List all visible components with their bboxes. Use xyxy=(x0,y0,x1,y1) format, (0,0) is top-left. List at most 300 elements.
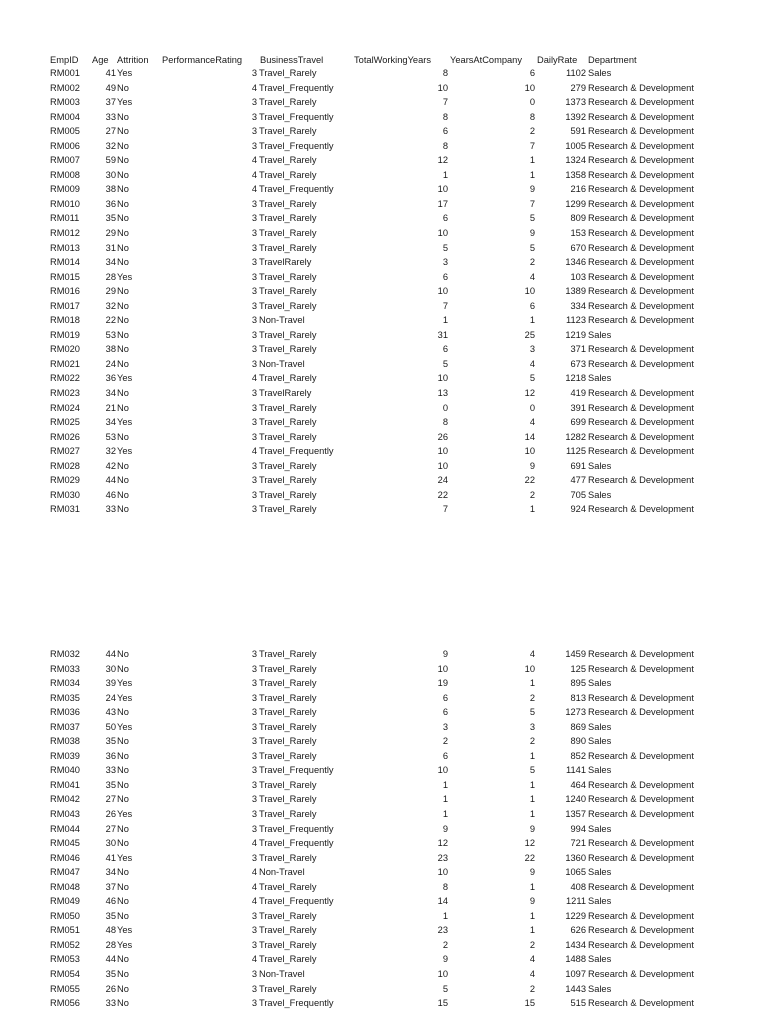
performance-rating-cell: 4 xyxy=(251,838,257,849)
table-row xyxy=(0,778,768,793)
total-working-years-cell: 23 xyxy=(437,852,448,863)
years-at-company-cell: 2 xyxy=(529,692,535,703)
attrition-cell: No xyxy=(117,184,129,195)
department-cell: Sales xyxy=(588,896,612,907)
attrition-cell: No xyxy=(117,111,129,122)
table-row xyxy=(0,168,768,183)
emp-id-cell: RM053 xyxy=(50,954,80,965)
years-at-company-cell: 9 xyxy=(529,823,535,834)
performance-rating-cell: 3 xyxy=(251,939,257,950)
attrition-cell: No xyxy=(117,286,129,297)
total-working-years-cell: 24 xyxy=(437,475,448,486)
department-cell: Research & Development xyxy=(588,881,694,892)
performance-rating-cell: 3 xyxy=(251,721,257,732)
emp-id-cell: RM043 xyxy=(50,809,80,820)
attrition-cell: No xyxy=(117,242,129,253)
daily-rate-cell: 1123 xyxy=(566,315,586,326)
daily-rate-cell: 1218 xyxy=(565,373,586,384)
total-working-years-cell: 10 xyxy=(437,82,448,93)
daily-rate-cell: 1360 xyxy=(565,852,586,863)
attrition-cell: No xyxy=(117,954,129,965)
daily-rate-cell: 1488 xyxy=(565,954,586,965)
department-cell: Sales xyxy=(588,954,612,965)
emp-id-cell: RM017 xyxy=(50,300,80,311)
department-cell: Research & Development xyxy=(588,228,694,239)
total-working-years-cell: 6 xyxy=(442,213,448,224)
age-cell: 21 xyxy=(105,402,116,413)
years-at-company-cell: 4 xyxy=(529,417,535,428)
daily-rate-cell: 1459 xyxy=(565,649,586,659)
table-row xyxy=(0,386,768,401)
department-cell: Sales xyxy=(588,373,612,384)
daily-rate-cell: 1389 xyxy=(565,286,586,297)
department-cell: Research & Development xyxy=(588,140,694,151)
department-cell: Research & Development xyxy=(588,388,694,399)
age-cell: 35 xyxy=(105,910,116,921)
total-working-years-cell: 17 xyxy=(437,198,448,209)
attrition-cell: No xyxy=(117,358,129,369)
years-at-company-cell: 3 xyxy=(529,344,535,355)
age-cell: 49 xyxy=(105,82,116,93)
emp-id-cell: RM037 xyxy=(50,721,80,732)
business-travel-cell: Travel_Rarely xyxy=(259,431,317,442)
table-row xyxy=(0,691,768,706)
department-cell: Research & Development xyxy=(588,344,694,355)
daily-rate-cell: 1392 xyxy=(565,111,586,122)
performance-rating-cell: 3 xyxy=(251,68,257,78)
performance-rating-cell: 3 xyxy=(251,111,257,122)
emp-id-cell: RM010 xyxy=(50,198,80,209)
performance-rating-cell: 4 xyxy=(251,896,257,907)
performance-rating-cell: 3 xyxy=(251,271,257,282)
daily-rate-cell: 1005 xyxy=(565,140,586,151)
attrition-cell: Yes xyxy=(117,68,133,78)
business-travel-cell: Travel_Rarely xyxy=(259,721,317,732)
total-working-years-cell: 6 xyxy=(442,271,448,282)
attrition-cell: No xyxy=(117,213,129,224)
business-travel-cell: Travel_Rarely xyxy=(259,794,317,805)
business-travel-cell: Travel_Rarely xyxy=(259,329,317,340)
emp-id-cell: RM011 xyxy=(50,213,80,224)
business-travel-cell: Travel_Rarely xyxy=(259,228,317,239)
table-row xyxy=(0,488,768,503)
daily-rate-cell: 890 xyxy=(570,736,586,747)
years-at-company-cell: 14 xyxy=(524,431,535,442)
table-block-bottom xyxy=(0,647,768,1011)
age-cell: 33 xyxy=(105,504,116,515)
emp-id-cell: RM024 xyxy=(50,402,80,413)
age-cell: 24 xyxy=(105,692,116,703)
performance-rating-cell: 3 xyxy=(251,358,257,369)
department-cell: Research & Development xyxy=(588,838,694,849)
department-cell: Sales xyxy=(588,823,612,834)
age-cell: 27 xyxy=(105,126,116,137)
years-at-company-cell: 7 xyxy=(529,198,535,209)
performance-rating-cell: 3 xyxy=(251,257,257,268)
attrition-cell: No xyxy=(117,867,129,878)
daily-rate-cell: 1102 xyxy=(566,68,586,78)
total-working-years-cell: 3 xyxy=(442,721,448,732)
attrition-cell: No xyxy=(117,504,129,515)
performance-rating-cell: 3 xyxy=(251,228,257,239)
total-working-years-cell: 1 xyxy=(442,779,448,790)
emp-id-cell: RM003 xyxy=(50,97,80,108)
business-travel-cell: Travel_Rarely xyxy=(259,402,317,413)
department-cell: Research & Development xyxy=(588,852,694,863)
daily-rate-cell: 1373 xyxy=(565,97,586,108)
years-at-company-cell: 0 xyxy=(529,97,535,108)
table-row xyxy=(0,313,768,328)
attrition-cell: Yes xyxy=(117,678,133,689)
age-cell: 46 xyxy=(105,489,116,500)
attrition-cell: No xyxy=(117,329,129,340)
attrition-cell: No xyxy=(117,460,129,471)
business-travel-cell: Travel_Rarely xyxy=(259,300,317,311)
daily-rate-cell: 477 xyxy=(570,475,586,486)
table-row xyxy=(0,299,768,314)
attrition-cell: No xyxy=(117,315,129,326)
age-cell: 34 xyxy=(105,417,116,428)
emp-id-cell: RM005 xyxy=(50,126,80,137)
years-at-company-cell: 9 xyxy=(529,460,535,471)
table-row xyxy=(0,182,768,197)
header-business-travel: BusinessTravel xyxy=(260,55,324,65)
years-at-company-cell: 5 xyxy=(529,373,535,384)
daily-rate-cell: 1357 xyxy=(565,809,586,820)
business-travel-cell: Travel_Rarely xyxy=(259,678,317,689)
total-working-years-cell: 6 xyxy=(442,707,448,718)
table-row xyxy=(0,226,768,241)
emp-id-cell: RM050 xyxy=(50,910,80,921)
business-travel-cell: Travel_Rarely xyxy=(259,169,317,180)
years-at-company-cell: 7 xyxy=(529,140,535,151)
age-cell: 38 xyxy=(105,344,116,355)
business-travel-cell: Non-Travel xyxy=(259,969,305,980)
age-cell: 59 xyxy=(105,155,116,166)
emp-id-cell: RM035 xyxy=(50,692,80,703)
emp-id-cell: RM021 xyxy=(50,358,80,369)
daily-rate-cell: 216 xyxy=(570,184,586,195)
total-working-years-cell: 5 xyxy=(442,983,448,994)
attrition-cell: Yes xyxy=(117,721,133,732)
years-at-company-cell: 1 xyxy=(529,881,535,892)
department-cell: Research & Development xyxy=(588,111,694,122)
table-row xyxy=(0,763,768,778)
table-row xyxy=(0,444,768,459)
business-travel-cell: Travel_Rarely xyxy=(259,344,317,355)
department-cell: Research & Development xyxy=(588,998,694,1009)
header-age: Age xyxy=(92,55,109,65)
department-cell: Research & Development xyxy=(588,910,694,921)
performance-rating-cell: 3 xyxy=(251,504,257,515)
attrition-cell: Yes xyxy=(117,852,133,863)
department-cell: Research & Development xyxy=(588,939,694,950)
header-performance-rating: PerformanceRating xyxy=(162,55,243,65)
emp-id-cell: RM016 xyxy=(50,286,80,297)
daily-rate-cell: 1299 xyxy=(565,198,586,209)
table-row xyxy=(0,996,768,1011)
years-at-company-cell: 9 xyxy=(529,184,535,195)
department-cell: Research & Development xyxy=(588,155,694,166)
years-at-company-cell: 5 xyxy=(529,213,535,224)
attrition-cell: Yes xyxy=(117,373,133,384)
table-row xyxy=(0,95,768,110)
table-row xyxy=(0,81,768,96)
age-cell: 26 xyxy=(105,809,116,820)
performance-rating-cell: 3 xyxy=(251,910,257,921)
table-row xyxy=(0,197,768,212)
header-years-at-company: YearsAtCompany xyxy=(450,55,523,65)
department-cell: Research & Development xyxy=(588,794,694,805)
emp-id-cell: RM012 xyxy=(50,228,80,239)
attrition-cell: Yes xyxy=(117,809,133,820)
business-travel-cell: Travel_Rarely xyxy=(259,475,317,486)
business-travel-cell: Travel_Rarely xyxy=(259,954,317,965)
daily-rate-cell: 391 xyxy=(570,402,586,413)
table-row xyxy=(0,822,768,837)
daily-rate-cell: 809 xyxy=(570,213,586,224)
emp-id-cell: RM039 xyxy=(50,750,80,761)
business-travel-cell: Travel_Frequently xyxy=(259,896,334,907)
daily-rate-cell: 1346 xyxy=(565,257,586,268)
daily-rate-cell: 1125 xyxy=(566,446,586,457)
performance-rating-cell: 3 xyxy=(251,736,257,747)
attrition-cell: No xyxy=(117,257,129,268)
total-working-years-cell: 10 xyxy=(437,867,448,878)
performance-rating-cell: 3 xyxy=(251,794,257,805)
performance-rating-cell: 3 xyxy=(251,852,257,863)
daily-rate-cell: 103 xyxy=(570,271,586,282)
attrition-cell: No xyxy=(117,794,129,805)
age-cell: 37 xyxy=(105,881,116,892)
table-row xyxy=(0,676,768,691)
business-travel-cell: Travel_Rarely xyxy=(259,460,317,471)
performance-rating-cell: 3 xyxy=(251,402,257,413)
emp-id-cell: RM031 xyxy=(50,504,80,515)
emp-id-cell: RM007 xyxy=(50,155,80,166)
business-travel-cell: Travel_Rarely xyxy=(259,852,317,863)
attrition-cell: No xyxy=(117,82,129,93)
performance-rating-cell: 3 xyxy=(251,649,257,659)
department-cell: Research & Development xyxy=(588,779,694,790)
daily-rate-cell: 626 xyxy=(570,925,586,936)
attrition-cell: No xyxy=(117,663,129,674)
attrition-cell: No xyxy=(117,765,129,776)
emp-id-cell: RM047 xyxy=(50,867,80,878)
age-cell: 22 xyxy=(105,315,116,326)
years-at-company-cell: 1 xyxy=(529,504,535,515)
years-at-company-cell: 10 xyxy=(524,446,535,457)
daily-rate-cell: 515 xyxy=(570,998,586,1009)
total-working-years-cell: 9 xyxy=(442,649,448,659)
attrition-cell: No xyxy=(117,910,129,921)
emp-id-cell: RM029 xyxy=(50,475,80,486)
department-cell: Research & Development xyxy=(588,300,694,311)
emp-id-cell: RM014 xyxy=(50,257,80,268)
performance-rating-cell: 4 xyxy=(251,82,257,93)
table-row xyxy=(0,734,768,749)
department-cell: Research & Development xyxy=(588,402,694,413)
performance-rating-cell: 3 xyxy=(251,329,257,340)
performance-rating-cell: 3 xyxy=(251,750,257,761)
table-row xyxy=(0,880,768,895)
years-at-company-cell: 2 xyxy=(529,939,535,950)
department-cell: Sales xyxy=(588,765,612,776)
performance-rating-cell: 3 xyxy=(251,707,257,718)
table-row xyxy=(0,371,768,386)
department-cell: Sales xyxy=(588,68,612,78)
business-travel-cell: Travel_Frequently xyxy=(259,111,334,122)
table-row xyxy=(0,836,768,851)
total-working-years-cell: 1 xyxy=(442,169,448,180)
age-cell: 34 xyxy=(105,257,116,268)
years-at-company-cell: 4 xyxy=(529,969,535,980)
attrition-cell: No xyxy=(117,896,129,907)
department-cell: Research & Development xyxy=(588,97,694,108)
attrition-cell: No xyxy=(117,881,129,892)
table-row xyxy=(0,807,768,822)
daily-rate-cell: 371 xyxy=(570,344,586,355)
table-row xyxy=(0,153,768,168)
table-row xyxy=(0,211,768,226)
business-travel-cell: Travel_Rarely xyxy=(259,910,317,921)
table-row xyxy=(0,502,768,517)
table-row xyxy=(0,792,768,807)
table-row xyxy=(0,894,768,909)
age-cell: 36 xyxy=(105,373,116,384)
total-working-years-cell: 10 xyxy=(437,286,448,297)
daily-rate-cell: 591 xyxy=(570,126,586,137)
years-at-company-cell: 22 xyxy=(524,852,535,863)
daily-rate-cell: 1434 xyxy=(565,939,586,950)
performance-rating-cell: 3 xyxy=(251,242,257,253)
business-travel-cell: Travel_Rarely xyxy=(259,373,317,384)
attrition-cell: Yes xyxy=(117,446,133,457)
business-travel-cell: Travel_Frequently xyxy=(259,765,334,776)
daily-rate-cell: 153 xyxy=(570,228,586,239)
daily-rate-cell: 464 xyxy=(570,779,586,790)
attrition-cell: No xyxy=(117,736,129,747)
age-cell: 41 xyxy=(105,852,116,863)
years-at-company-cell: 6 xyxy=(529,68,535,78)
daily-rate-cell: 1282 xyxy=(565,431,586,442)
table-row xyxy=(0,110,768,125)
total-working-years-cell: 8 xyxy=(442,68,448,78)
emp-id-cell: RM032 xyxy=(50,649,80,659)
emp-id-cell: RM004 xyxy=(50,111,80,122)
attrition-cell: No xyxy=(117,649,129,659)
business-travel-cell: Travel_Rarely xyxy=(259,198,317,209)
total-working-years-cell: 23 xyxy=(437,925,448,936)
business-travel-cell: Travel_Rarely xyxy=(259,925,317,936)
header-department: Department xyxy=(588,55,637,65)
emp-id-cell: RM015 xyxy=(50,271,80,282)
business-travel-cell: Travel_Rarely xyxy=(259,736,317,747)
years-at-company-cell: 2 xyxy=(529,983,535,994)
attrition-cell: Yes xyxy=(117,692,133,703)
emp-id-cell: RM049 xyxy=(50,896,80,907)
age-cell: 35 xyxy=(105,736,116,747)
department-cell: Research & Development xyxy=(588,169,694,180)
daily-rate-cell: 1240 xyxy=(565,794,586,805)
years-at-company-cell: 5 xyxy=(529,242,535,253)
department-cell: Research & Development xyxy=(588,82,694,93)
daily-rate-cell: 279 xyxy=(570,82,586,93)
attrition-cell: No xyxy=(117,169,129,180)
department-cell: Research & Development xyxy=(588,417,694,428)
business-travel-cell: Travel_Frequently xyxy=(259,838,334,849)
table-row xyxy=(0,241,768,256)
business-travel-cell: Non-Travel xyxy=(259,315,305,326)
daily-rate-cell: 419 xyxy=(570,388,586,399)
years-at-company-cell: 2 xyxy=(529,489,535,500)
department-cell: Research & Development xyxy=(588,198,694,209)
department-cell: Research & Development xyxy=(588,242,694,253)
age-cell: 33 xyxy=(105,111,116,122)
performance-rating-cell: 3 xyxy=(251,663,257,674)
department-cell: Sales xyxy=(588,867,612,878)
total-working-years-cell: 10 xyxy=(437,969,448,980)
age-cell: 31 xyxy=(105,242,116,253)
age-cell: 38 xyxy=(105,184,116,195)
table-row xyxy=(0,124,768,139)
age-cell: 29 xyxy=(105,286,116,297)
performance-rating-cell: 3 xyxy=(251,823,257,834)
attrition-cell: No xyxy=(117,750,129,761)
table-row xyxy=(0,139,768,154)
age-cell: 34 xyxy=(105,867,116,878)
daily-rate-cell: 125 xyxy=(570,663,586,674)
attrition-cell: No xyxy=(117,998,129,1009)
age-cell: 27 xyxy=(105,794,116,805)
emp-id-cell: RM052 xyxy=(50,939,80,950)
performance-rating-cell: 4 xyxy=(251,867,257,878)
table-row xyxy=(0,328,768,343)
age-cell: 28 xyxy=(105,271,116,282)
daily-rate-cell: 721 xyxy=(570,838,586,849)
daily-rate-cell: 691 xyxy=(570,460,586,471)
table-row xyxy=(0,66,768,81)
daily-rate-cell: 1443 xyxy=(565,983,586,994)
business-travel-cell: Travel_Rarely xyxy=(259,939,317,950)
total-working-years-cell: 1 xyxy=(442,809,448,820)
attrition-cell: No xyxy=(117,126,129,137)
daily-rate-cell: 1358 xyxy=(565,169,586,180)
age-cell: 48 xyxy=(105,925,116,936)
performance-rating-cell: 3 xyxy=(251,475,257,486)
age-cell: 30 xyxy=(105,169,116,180)
age-cell: 36 xyxy=(105,750,116,761)
age-cell: 24 xyxy=(105,358,116,369)
attrition-cell: No xyxy=(117,779,129,790)
emp-id-cell: RM002 xyxy=(50,82,80,93)
performance-rating-cell: 3 xyxy=(251,925,257,936)
department-cell: Sales xyxy=(588,329,612,340)
performance-rating-cell: 3 xyxy=(251,969,257,980)
total-working-years-cell: 7 xyxy=(442,300,448,311)
years-at-company-cell: 2 xyxy=(529,257,535,268)
business-travel-cell: Travel_Rarely xyxy=(259,809,317,820)
emp-id-cell: RM020 xyxy=(50,344,80,355)
performance-rating-cell: 3 xyxy=(251,431,257,442)
emp-id-cell: RM045 xyxy=(50,838,80,849)
attrition-cell: No xyxy=(117,707,129,718)
department-cell: Sales xyxy=(588,489,612,500)
performance-rating-cell: 3 xyxy=(251,140,257,151)
emp-id-cell: RM001 xyxy=(50,68,80,78)
years-at-company-cell: 12 xyxy=(524,388,535,399)
years-at-company-cell: 10 xyxy=(524,82,535,93)
